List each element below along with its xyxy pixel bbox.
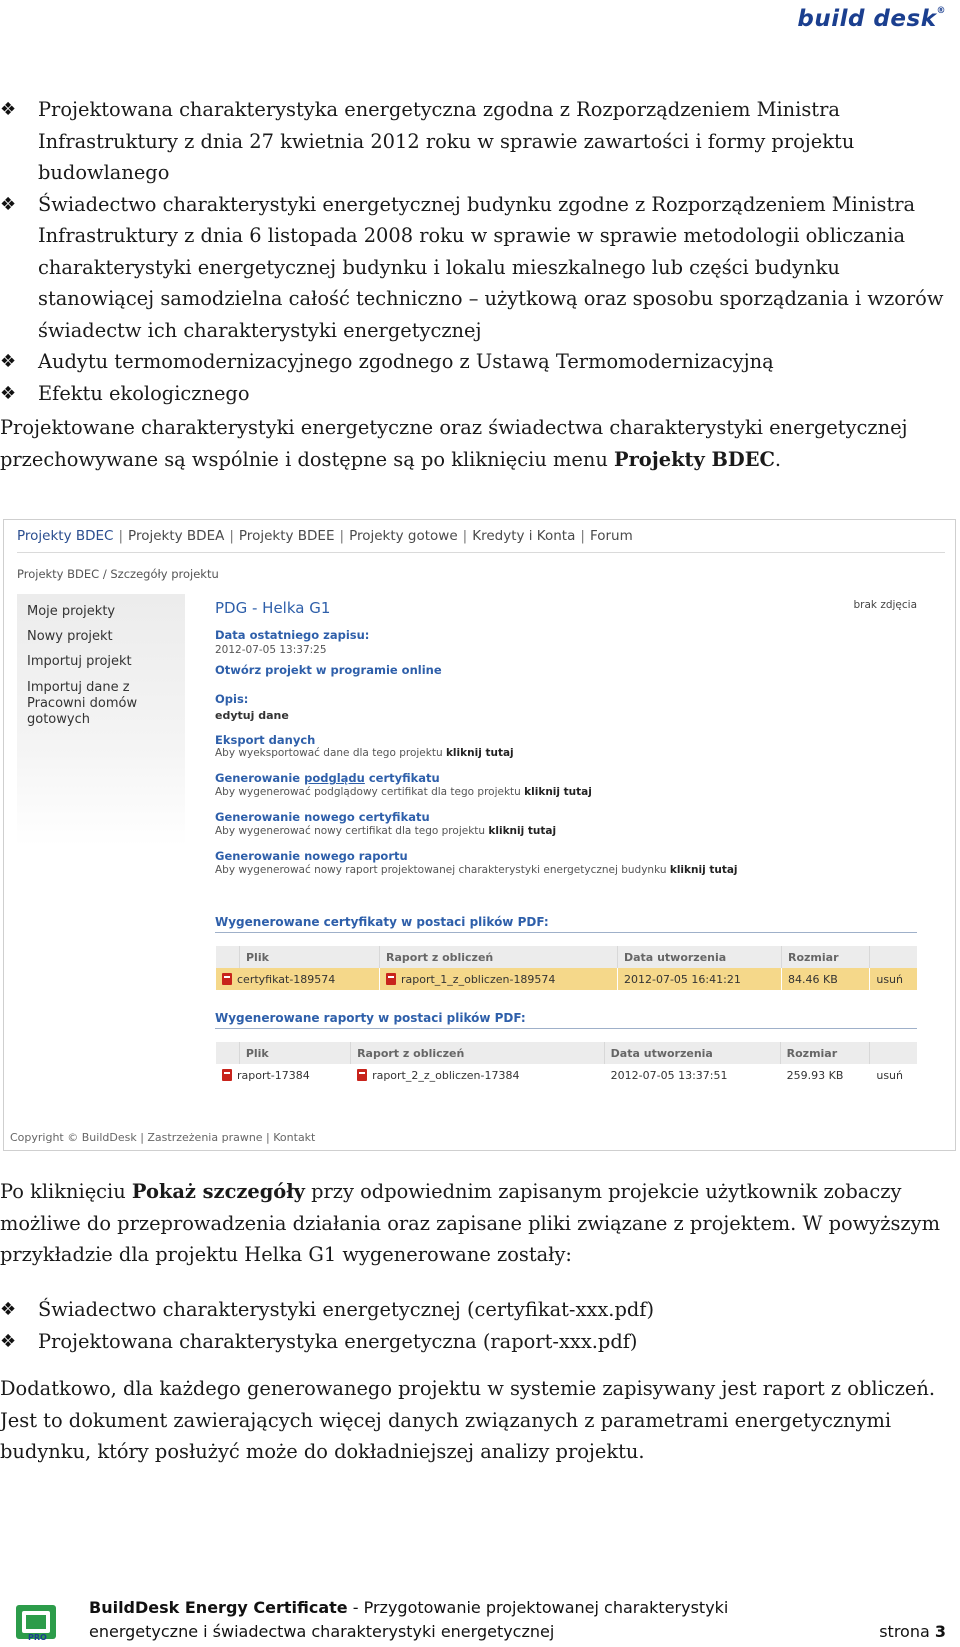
paragraph-details: Po kliknięciu Pokaż szczegóły przy odpowiednim zapisanym projekcie użytkownik zobaczy możliwe do przeprowadzenia działania oraz zapisane pliki związane z projektem. W powyższym przykładzie dla projektu Helka G1 wygenerowane zostały: <box>0 1180 940 1266</box>
nav-projekty-bdee[interactable]: Projekty BDEE <box>238 528 335 544</box>
footer-logo-text: PRO <box>28 1633 47 1642</box>
report-file-cell[interactable]: raport-17384 <box>216 1064 351 1086</box>
col-calc-report: Raport z obliczeń <box>351 1042 605 1064</box>
intro-section <box>0 94 952 409</box>
embedded-screenshot <box>3 519 956 1151</box>
side-item-moje-projekty[interactable]: Moje projekty <box>27 604 116 619</box>
diamond-bullet-icon: ❖ <box>0 99 17 120</box>
new-cert-label: Generowanie nowego certyfikatu <box>215 810 430 824</box>
nav-separator: | <box>118 528 124 544</box>
side-item-importuj-dane-line2[interactable]: Pracowni domów <box>27 696 138 711</box>
nav-separator: | <box>229 528 234 544</box>
cert-size: 84.46 KB <box>782 968 870 990</box>
col-actions <box>870 1042 917 1064</box>
side-menu <box>17 594 185 846</box>
certificates-table-title: Wygenerowane certyfikaty w postaci plików PDF: <box>215 915 549 929</box>
col-empty <box>216 946 240 968</box>
diamond-bullet-icon: ❖ <box>0 193 17 215</box>
cert-created-date: 2012-07-05 16:41:21 <box>618 968 782 990</box>
breadcrumb: Projekty BDEC / Szczegóły projektu <box>17 567 219 581</box>
files-section <box>0 1294 952 1357</box>
side-item-importuj-dane-line1[interactable]: Importuj dane z <box>27 680 130 695</box>
files-bullet-list <box>0 1294 952 1357</box>
project-title: PDG - Helka G1 <box>215 599 331 617</box>
certificates-table-rule <box>215 932 917 933</box>
logo-registered-mark: ® <box>936 6 946 16</box>
table-row <box>216 1064 918 1086</box>
col-file: Plik <box>239 1042 350 1064</box>
logo-text: build desk <box>797 6 937 32</box>
nav-separator: | <box>462 528 468 544</box>
list-item: ❖ Audytu termomodernizacyjnego zgodnego z Ustawą Termomodernizacyjną <box>0 346 952 378</box>
report-size: 259.93 KB <box>780 1064 870 1086</box>
pdf-icon <box>222 1069 232 1081</box>
report-delete-link[interactable]: usuń <box>870 1064 917 1086</box>
diamond-bullet-icon: ❖ <box>0 382 17 404</box>
col-size: Rozmiar <box>780 1042 870 1064</box>
list-item: ❖ Efektu ekologicznego <box>0 378 952 410</box>
list-item: ❖ Projektowana charakterystyka energetyczna zgodna z Rozporządzeniem Ministra Infrastruktury z dnia 27 kwietnia 2012 roku w sprawie zawartości i formy projektu budowlanego <box>0 94 952 189</box>
nav-forum[interactable]: Forum <box>589 528 633 544</box>
col-created-date: Data utworzenia <box>618 946 782 968</box>
reports-table-rule <box>215 1028 917 1029</box>
diamond-bullet-icon: ❖ <box>0 1299 17 1320</box>
export-label: Eksport danych <box>215 733 316 747</box>
certificates-table <box>215 946 917 990</box>
paragraph-calc-report: Dodatkowo, dla każdego generowanego projektu w systemie zapisywany jest raport z obliczeń. Jest to dokument zawierających więcej danych związanych z parametrami energetycznymi budynku, który posłużyć może do dokładniejszej analizy projektu. <box>0 1377 936 1463</box>
table-header-row <box>216 1042 918 1064</box>
nav-separator: | <box>339 528 345 544</box>
new-report-label: Generowanie nowego raportu <box>215 849 408 863</box>
report-calc-report-cell[interactable]: raport_2_z_obliczen-17384 <box>351 1064 605 1086</box>
preview-cert-label: Generowanie podglądu certyfikatu <box>215 771 440 785</box>
preview-click-here-link[interactable]: kliknij tutaj <box>524 786 592 798</box>
copyright: Copyright © BuildDesk | Zastrzeżenia prawne | Kontakt <box>10 1131 316 1144</box>
cert-calc-report-cell[interactable]: raport_1_z_obliczen-189574 <box>380 968 618 990</box>
col-file: Plik <box>240 946 380 968</box>
last-saved-label: Data ostatniego zapisu: <box>215 628 370 642</box>
paragraph-projects-storage: Projektowane charakterystyki energetyczne oraz świadectwa charakterystyki energetycznej przechowywane są wspólnie i dostępne są po kliknięciu menu Projekty BDEC. <box>0 416 908 471</box>
side-item-nowy-projekt[interactable]: Nowy projekt <box>27 629 113 644</box>
page-number: strona 3 <box>879 1622 946 1641</box>
table-row <box>216 968 918 990</box>
cert-delete-link[interactable]: usuń <box>870 968 918 990</box>
new-cert-click-here-link[interactable]: kliknij tutaj <box>488 825 557 837</box>
edit-data-link[interactable]: edytuj dane <box>215 709 289 722</box>
preview-cert-desc: Aby wygenerować podglądowy certifikat dla tego projektu kliknij tutaj <box>215 786 592 798</box>
nav-projekty-gotowe[interactable]: Projekty gotowe <box>349 528 458 544</box>
reports-table-title: Wygenerowane raporty w postaci plików PDF: <box>215 1011 526 1025</box>
page-footer <box>0 1598 960 1647</box>
pdf-icon <box>222 973 232 985</box>
nav-kredyty-i-konta[interactable]: Kredyty i Konta <box>472 528 576 544</box>
new-report-desc: Aby wygenerować nowy raport projektowanej charakterystyki energetycznej budynku kliknij tutaj <box>215 864 738 876</box>
nav-separator: | <box>580 528 585 544</box>
builddesk-logo <box>797 6 946 32</box>
reports-table <box>215 1042 917 1086</box>
last-saved-value: 2012-07-05 13:37:25 <box>215 644 327 656</box>
action-name-show-details: Pokaż szczegóły <box>131 1180 305 1203</box>
description-label: Opis: <box>215 692 249 706</box>
table-header-row <box>216 946 918 968</box>
diamond-bullet-icon: ❖ <box>0 1330 17 1352</box>
col-actions <box>870 946 918 968</box>
new-report-click-here-link[interactable]: kliknij tutaj <box>669 864 738 876</box>
builddesk-pro-logo-icon <box>10 1602 62 1642</box>
list-item: ❖ Projektowana charakterystyka energetyczna (raport-xxx.pdf) <box>0 1326 952 1358</box>
intro-bullet-list <box>0 94 952 409</box>
menu-name-projekty-bdec: Projekty BDEC <box>614 447 775 471</box>
footer-subtitle: energetyczne i świadectwa charakterystyki energetycznej <box>89 1622 555 1641</box>
col-created-date: Data utworzenia <box>604 1042 780 1064</box>
nav-projekty-bdea[interactable]: Projekty BDEA <box>128 528 225 544</box>
diamond-bullet-icon: ❖ <box>0 351 17 372</box>
export-desc: Aby wyeksportować dane dla tego projektu kliknij tutaj <box>215 747 514 759</box>
list-item: ❖ Świadectwo charakterystyki energetycznej budynku zgodne z Rozporządzeniem Ministra Infrastruktury z dnia 6 listopada 2008 roku w sprawie w sprawie metodologii obliczania charakterystyki energetycznej budynku i lokalu mieszkalnego lub części budynku stanowiącej samodzielna całość techniczno – użytkową oraz sposobu sporządzania i wzorów świadectw ich charakterystyki energetycznej <box>0 189 952 347</box>
report-created-date: 2012-07-05 13:37:51 <box>604 1064 780 1086</box>
side-item-importuj-dane-line3[interactable]: gotowych <box>27 712 90 727</box>
cert-file-cell[interactable]: certyfikat-189574 <box>216 968 380 990</box>
no-photo-label: brak zdjęcia <box>853 599 917 611</box>
pdf-icon <box>357 1069 367 1081</box>
list-item: ❖ Świadectwo charakterystyki energetycznej (certyfikat-xxx.pdf) <box>0 1294 952 1326</box>
col-calc-report: Raport z obliczeń <box>380 946 618 968</box>
nav-divider <box>17 552 945 553</box>
side-item-importuj-projekt[interactable]: Importuj projekt <box>27 654 132 669</box>
footer-title: BuildDesk Energy Certificate - Przygotowanie projektowanej charakterystyki <box>89 1598 729 1617</box>
new-cert-desc: Aby wygenerować nowy certifikat dla tego projektu kliknij tutaj <box>215 825 557 837</box>
export-click-here-link[interactable]: kliknij tutaj <box>445 747 514 759</box>
col-size: Rozmiar <box>782 946 870 968</box>
nav-projekty-bdec[interactable]: Projekty BDEC <box>17 528 114 544</box>
col-empty <box>216 1042 240 1064</box>
pdf-icon <box>386 973 396 985</box>
open-online-link[interactable]: Otwórz projekt w programie online <box>215 663 442 677</box>
